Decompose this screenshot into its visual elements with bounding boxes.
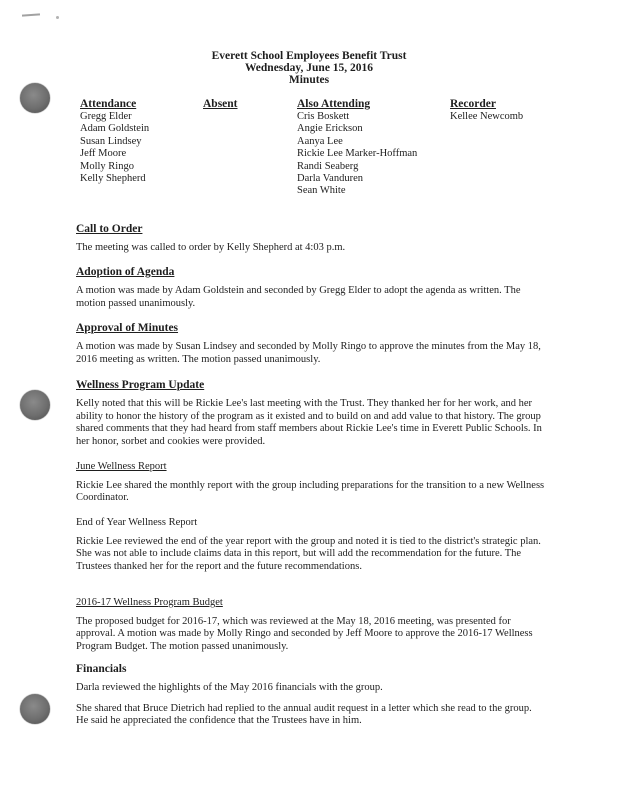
call-to-order-section	[76, 223, 546, 255]
section-title: Call to Order	[76, 223, 143, 235]
document-header	[0, 50, 618, 86]
attendee-name: Jeff Moore	[80, 148, 127, 160]
attendee-name: Susan Lindsey	[80, 135, 142, 147]
approval-of-minutes-section	[76, 322, 546, 366]
attendee-name: Gregg Elder	[80, 111, 132, 122]
section-text: The meeting was called to order by Kelly Shepherd at 4:03 p.m.	[76, 242, 346, 253]
attendance-column	[80, 98, 149, 185]
subsection-title: June Wellness Report	[76, 461, 167, 472]
section-text: Darla reviewed the highlights of the May 2016 financials with the group.	[76, 682, 383, 693]
section-text: Kelly noted that this will be Rickie Lee's last meeting with the Trust. They thanked her for her work, and her ability to honor the history of the program as it existed and to build on and add value to that history. The group shared comments that they had heard from staff members about Rickie Lee's time in Everett Public Schools. In her honor, sorbet and cookies were provided.	[76, 398, 542, 447]
organization-title: Everett School Employees Benefit Trust	[211, 50, 407, 62]
also-attending-column	[297, 98, 417, 198]
punch-hole-bottom	[20, 694, 50, 724]
section-title: Financials	[76, 663, 127, 675]
section-text: A motion was made by Susan Lindsey and seconded by Molly Ringo to approve the minutes from the May 18, 2016 meeting as written. The motion passed unanimously.	[76, 341, 541, 365]
guest-name: Aanya Lee	[297, 135, 343, 147]
absent-column	[203, 98, 238, 111]
attendance-heading: Attendance	[80, 98, 137, 110]
guest-name: Cris Boskett	[297, 111, 350, 122]
section-title: Approval of Minutes	[76, 322, 179, 334]
guest-name: Darla Vanduren	[297, 173, 363, 185]
recorder-name: Kellee Newcomb	[450, 111, 524, 122]
document-type: Minutes	[288, 74, 330, 86]
end-of-year-report-subsection	[76, 517, 546, 573]
wellness-program-section	[76, 379, 546, 448]
attendee-name: Kelly Shepherd	[80, 173, 146, 185]
section-title: Adoption of Agenda	[76, 266, 175, 278]
recorder-heading: Recorder	[450, 98, 496, 110]
adoption-of-agenda-section	[76, 266, 546, 310]
guest-name: Rickie Lee Marker-Hoffman	[297, 148, 418, 160]
section-title: Wellness Program Update	[76, 379, 205, 391]
meeting-date: Wednesday, June 15, 2016	[244, 62, 374, 74]
section-text: A motion was made by Adam Goldstein and seconded by Gregg Elder to adopt the agenda as written. The motion passed unanimously.	[76, 285, 521, 309]
june-wellness-report-subsection	[76, 461, 546, 505]
attendee-name: Adam Goldstein	[80, 123, 150, 135]
financials-section	[76, 663, 546, 728]
guest-name: Angie Erickson	[297, 123, 363, 135]
punch-hole-middle	[20, 390, 50, 420]
subsection-text: Rickie Lee reviewed the end of the year report with the group and noted it is tied to the district's strategic plan. She was not able to include claims data in this report, but will add the recommendation for the future. The Trustees thanked her for the report and the future recommendations.	[76, 535, 541, 572]
scan-mark	[22, 13, 40, 16]
punch-hole-top	[20, 83, 50, 113]
budget-subsection	[76, 597, 546, 653]
also-attending-heading: Also Attending	[297, 98, 371, 110]
scan-dot	[56, 16, 59, 19]
guest-name: Randi Seaberg	[297, 160, 359, 172]
subsection-text: The proposed budget for 2016-17, which was reviewed at the May 18, 2016 meeting, was presented for approval. A motion was made by Molly Ringo and seconded by Jeff Moore to approve the 2016-17 Wellness Program Budget. The motion passed unanimously.	[76, 615, 533, 652]
attendee-name: Molly Ringo	[80, 160, 134, 172]
subsection-title: 2016-17 Wellness Program Budget	[76, 597, 223, 608]
section-text: She shared that Bruce Dietrich had replied to the annual audit request in a letter which she read to the group. He said he appreciated the confidence that the Trustees have in him.	[76, 702, 532, 727]
subsection-text: Rickie Lee shared the monthly report with the group including preparations for the transition to a new Wellness Coordinator.	[76, 479, 545, 504]
recorder-column	[450, 98, 523, 123]
subsection-title: End of Year Wellness Report	[76, 517, 198, 528]
guest-name: Sean White	[297, 185, 346, 197]
absent-heading: Absent	[203, 98, 238, 110]
